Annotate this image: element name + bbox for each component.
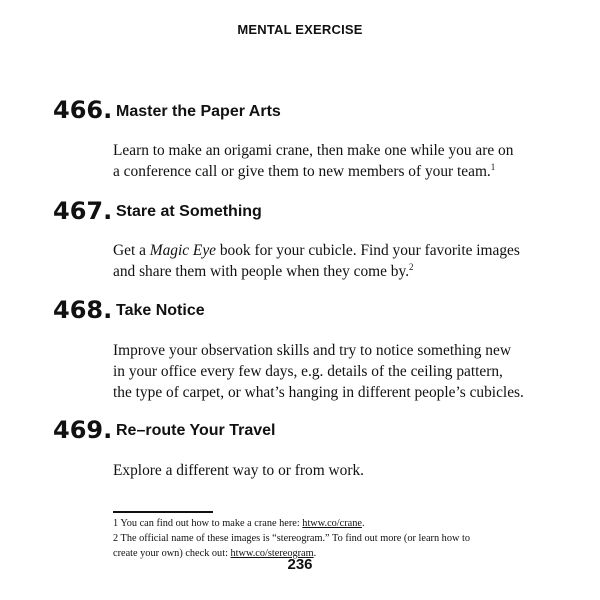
body-line: Explore a different way to or from work. xyxy=(113,462,365,479)
page-number: 236 xyxy=(287,556,313,573)
body-text: book for your cubicle. Find your favorite images xyxy=(215,242,520,259)
footnote-divider xyxy=(113,511,213,513)
footnotes xyxy=(113,516,553,561)
entry-title: Re–route Your Travel xyxy=(116,422,276,439)
entry-body xyxy=(113,460,553,481)
footnote-text: . xyxy=(313,548,317,559)
entry-number: 469. xyxy=(53,416,113,444)
entry-number: 468. xyxy=(53,296,113,324)
footnote-ref: 2 xyxy=(409,261,414,272)
body-line: in your office every few days, e.g. details of the ceiling pattern, xyxy=(113,363,503,380)
footnote-1 xyxy=(113,516,553,531)
entry-number: 467. xyxy=(53,197,113,225)
body-line xyxy=(113,161,553,182)
body-line xyxy=(113,240,553,261)
footnote-text: 1 You can find out how to make a crane here: xyxy=(113,518,303,529)
book-title: Magic Eye xyxy=(149,242,216,259)
footnote-2: 2 The official name of these images is “stereogram.” To find out more (or learn how to xyxy=(113,533,470,544)
body-line: Learn to make an origami crane, then make one while you are on xyxy=(113,142,514,159)
entry-title: Stare at Something xyxy=(116,203,262,220)
footnote-ref: 1 xyxy=(490,161,496,172)
entry-body xyxy=(113,140,553,182)
stereogram-link[interactable]: htww.co/stereogram xyxy=(230,548,314,559)
body-line: Improve your observation skills and try to notice something new xyxy=(113,342,511,359)
body-line: the type of carpet, or what’s hanging in different people’s cubicles. xyxy=(113,384,524,401)
body-text: Get a xyxy=(113,242,150,259)
crane-link[interactable]: htww.co/crane xyxy=(302,518,362,529)
body-text: and share them with people when they come by. xyxy=(113,263,410,280)
entry-body xyxy=(113,240,553,282)
running-header: MENTAL EXERCISE xyxy=(237,22,363,37)
entry-number: 466. xyxy=(53,96,113,124)
body-line xyxy=(113,261,553,282)
footnote-text: create your own) check out: xyxy=(113,548,231,559)
body-text: a conference call or give them to new members of your team. xyxy=(113,163,491,180)
entry-title: Take Notice xyxy=(116,302,205,319)
entry-title: Master the Paper Arts xyxy=(116,103,281,120)
entry-body xyxy=(113,340,553,403)
footnote-text: . xyxy=(361,518,365,529)
